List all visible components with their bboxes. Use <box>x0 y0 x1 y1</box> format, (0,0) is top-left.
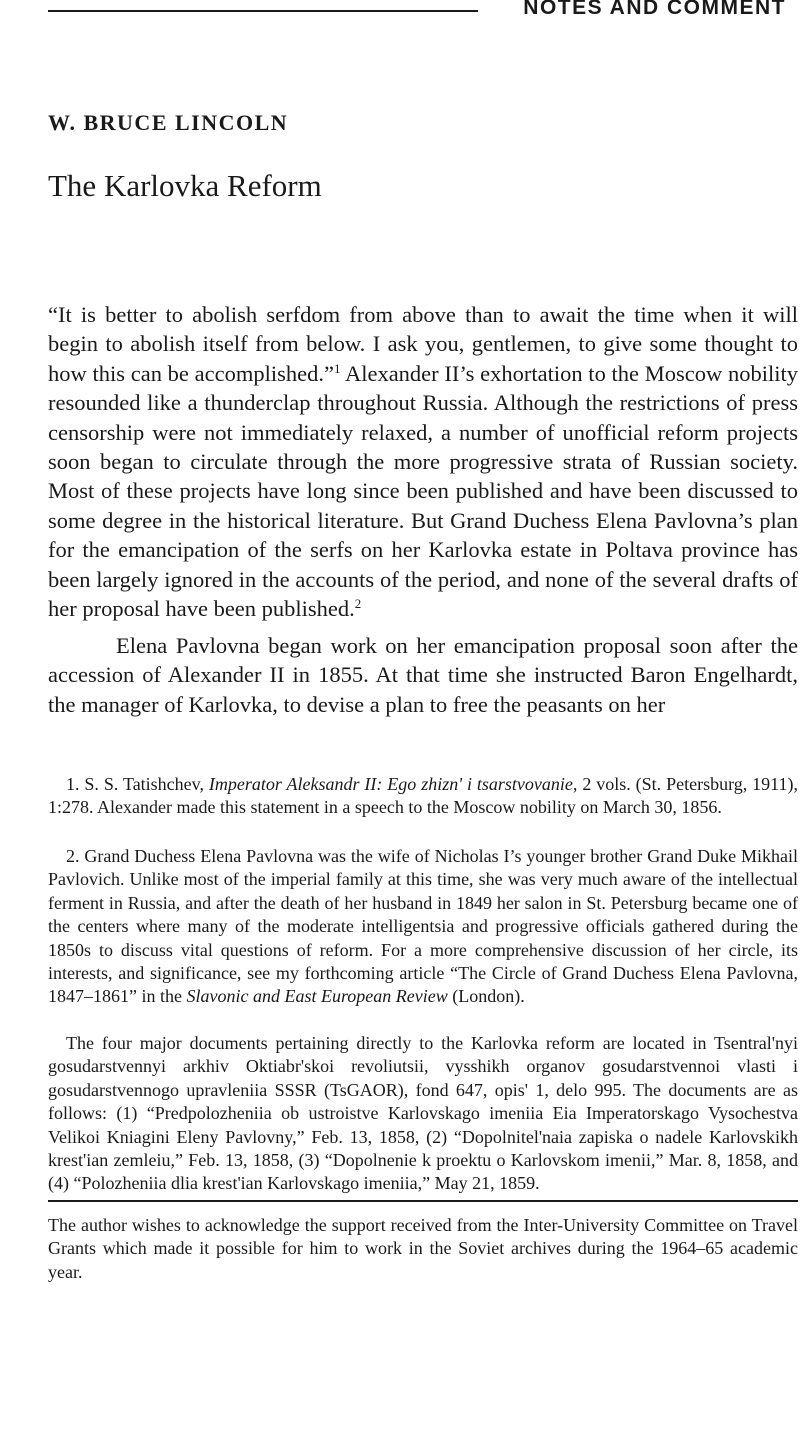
acknowledgment: The author wishes to acknowledge the support received from the Inter-University Committee on Travel Grants which made it possible for him to work in the Soviet archives during the 1964–65 academic year. <box>48 1215 798 1282</box>
footnote-2-continued: The four major documents pertaining directly to the Karlovka reform are located in Tsentral'nyi gosudarstvennyi arkhiv Oktiabr'skoi revoliutsii, vysshikh organov gosudarstvennoi vlasti i gosudarstvennogo upravleniia SSSR (TsGAOR), fond 647, opis' 1, delo 995. The documents are as follows: (1) “Predpolozheniia ob ustroistve Karlovskago imeniia Eia Imperatorskago Vysochestva Velikoi Kniagini Eleny Pavlovny,” Feb. 13, 1858, (2) “Dopolnitel'naia zapiska o nadele Karlovskikh krest'ian zemleiu,” Feb. 13, 1858, (3) “Dopolnenie k proektu o Karlovskom imenii,” Mar. 8, 1858, and (4) “Polozheniia dlia krest'ian Karlovskago imeniia,” May 21, 1859. <box>48 1033 798 1194</box>
footnote-1-lead: 1. S. S. Tatishchev, <box>66 774 209 794</box>
article-author: W. BRUCE LINCOLN <box>48 110 289 135</box>
footnote-ref-1[interactable]: 1 <box>333 360 341 376</box>
footnote-1-book-title: Imperator Aleksandr II: Ego zhizn' i tsarstvovanie, <box>208 774 578 794</box>
acknowledgment-rule <box>48 1200 798 1202</box>
footnote-2-end: (London). <box>447 986 525 1007</box>
body-paragraph-1 <box>48 300 798 623</box>
paragraph-1-text: Alexander II’s exhortation to the Moscow nobility resounded like a thunderclap throughout Russia. Although the restrictions of press censorship were not immediately relaxed, a number of unofficial reform projects soon began to circulate through the more progressive strata of Russian society. Most of these projects have long since been published and have been discussed to some degree in the historical literature. But Grand Duchess Elena Pavlovna’s plan for the emancipation of the serfs on her Karlovka estate in Poltava province has been largely ignored in the accounts of the period, and none of the several drafts of her proposal have been published. <box>48 360 798 622</box>
footnote-ref-2[interactable]: 2 <box>354 596 362 612</box>
footnote-1 <box>48 773 798 820</box>
footnote-1-rest: 2 vols. (St. Petersburg, 1911), 1:278. Alexander made this statement in a speech to the Moscow nobility on March 30, 1856. <box>48 774 798 818</box>
header-rule <box>48 10 478 12</box>
footnote-2-text: 2. Grand Duchess Elena Pavlovna was the wife of Nicholas I’s younger brother Grand Duke Mikhail Pavlovich. Unlike most of the imperial family at this time, she was very much aware of the intellectual ferment in Russia, and after the death of her husband in 1849 her salon in St. Petersburg became one of the centers where many of the moderate intelligentsia and progressive officials gathered during the 1850s to discuss vital questions of reform. For a more comprehensive discussion of her circle, its interests, and significance, see my forthcoming article “The Circle of Grand Duchess Elena Pavlovna, 1847–1861” in the <box>48 846 798 1007</box>
section-header: NOTES AND COMMENT <box>523 0 786 19</box>
body-paragraph-2: Elena Pavlovna began work on her emancipation proposal soon after the accession of Alexander II in 1855. At that time she instructed Baron Engelhardt, the manager of Karlovka, to devise a plan to free the peasants on her <box>48 633 798 717</box>
opening-quote: “It is better to abolish serfdom from above than to await the time when it will begin to abolish itself from below. I ask you, gentlemen, to give some thought to how this can be accomplished.” <box>48 302 798 386</box>
footnote-2 <box>48 845 798 1009</box>
footnote-2-journal: Slavonic and East European Review <box>186 986 448 1007</box>
article-title: The Karlovka Reform <box>48 168 322 203</box>
